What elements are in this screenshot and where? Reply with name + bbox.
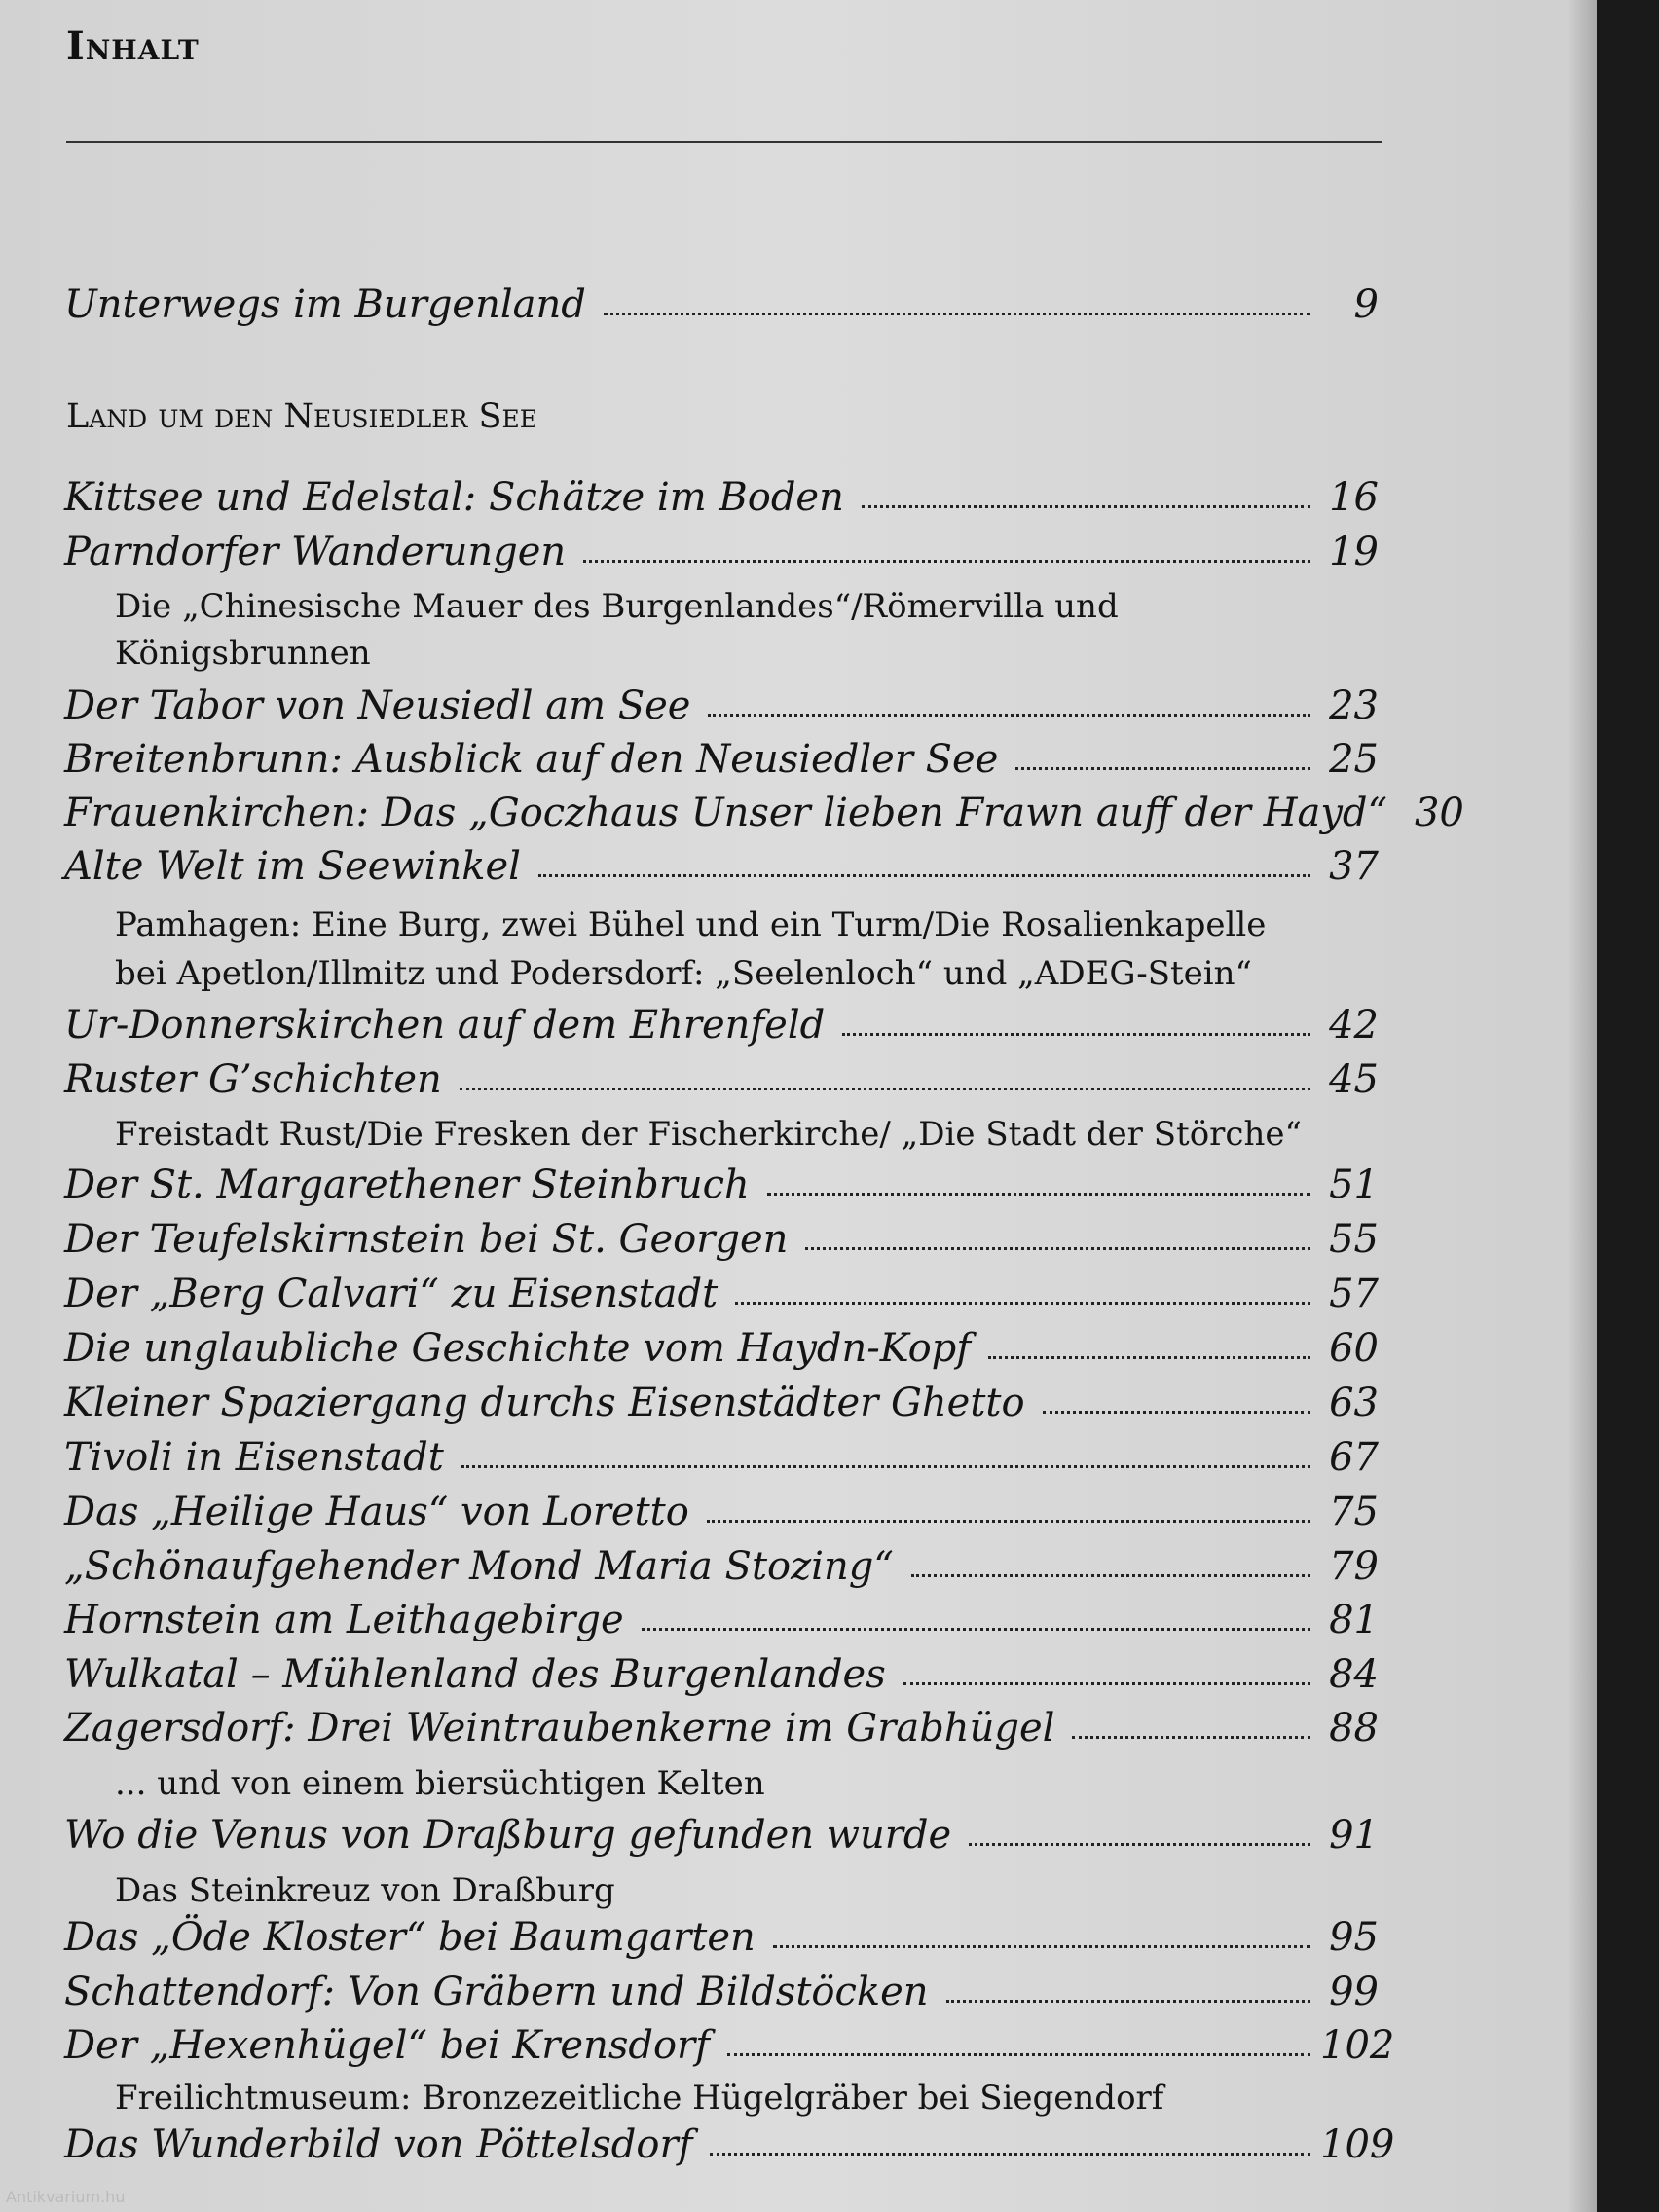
toc-page-number: 63 [1329,1381,1379,1425]
toc-entry-title: Der „Berg Calvari“ zu Eisenstadt [64,1272,719,1316]
toc-subentry: Freistadt Rust/Die Fresken der Fischerkirche/ „Die Stadt der Störche“ [115,1115,1302,1154]
toc-subentry: Die „Chinesische Mauer des Burgenlandes“/Römervilla und [115,587,1119,626]
toc-entry [64,1003,1379,1055]
toc-entry-title: Zagersdorf: Drei Weintraubenkerne im Grabhügel [64,1706,1055,1751]
toc-entry-title: Schattendorf: Von Gräbern und Bildstöcken [64,1970,929,2014]
page-spine-shadow [1567,0,1597,2212]
toc-leader-dots [642,1627,1310,1631]
toc-page-number: 57 [1329,1272,1379,1316]
toc-entry [64,1970,1379,2022]
toc-leader-dots [946,1999,1310,2003]
toc-page-number: 42 [1329,1003,1379,1048]
watermark: Antikvarium.hu [6,2188,126,2206]
toc-entry [64,1326,1379,1379]
toc-entry-title: Alte Welt im Seewinkel [64,844,521,889]
toc-entry-title: Das Wunderbild von Pöttelsdorf [64,2122,693,2167]
toc-entry-title: Der „Hexenhügel“ bei Krensdorf [64,2023,710,2068]
heading-rule [66,141,1382,143]
toc-leader-dots [461,1464,1310,1468]
toc-page-number: 37 [1329,844,1379,889]
toc-page-number: 23 [1329,683,1379,728]
toc-leader-dots [1072,1735,1310,1739]
toc-entry [64,1544,1379,1597]
toc-page-number: 91 [1329,1813,1379,1858]
toc-page-number: 25 [1329,737,1379,782]
toc-page-number: 9 [1353,282,1379,327]
toc-entry-title: Hornstein am Leithagebirge [64,1598,624,1642]
toc-entry [64,1381,1379,1433]
toc-entry-title: Der Tabor von Neusiedl am See [64,683,691,728]
toc-leader-dots [988,1355,1310,1359]
toc-entry-title: Der Teufelskirnstein bei St. Georgen [64,1217,789,1262]
toc-subentry: Königsbrunnen [115,634,371,673]
toc-page-number: 60 [1329,1326,1379,1371]
toc-leader-dots [710,2152,1310,2156]
toc-subentry: Das Steinkreuz von Draßburg [115,1871,615,1910]
toc-entry [64,1915,1379,1968]
toc-entry [64,530,1379,582]
toc-leader-dots [460,1087,1310,1090]
toc-page-number: 55 [1329,1217,1379,1262]
toc-leader-dots [805,1246,1310,1250]
toc-leader-dots [767,1192,1310,1196]
toc-entry [64,844,1379,897]
toc-page-number: 95 [1329,1915,1379,1960]
toc-entry-title: Das „Heilige Haus“ von Loretto [64,1490,689,1534]
toc-entry [64,2122,1395,2175]
toc-leader-dots [862,504,1310,508]
toc-page-number: 102 [1320,2023,1395,2068]
toc-page-number: 84 [1329,1652,1379,1697]
toc-entry [64,475,1379,528]
toc-entry [64,737,1379,790]
toc-page-number: 45 [1329,1057,1379,1102]
toc-page-number: 109 [1320,2122,1395,2167]
toc-page-number: 51 [1329,1162,1379,1207]
toc-leader-dots [903,1681,1310,1685]
toc-leader-dots [735,1301,1310,1305]
toc-leader-dots [604,312,1310,315]
toc-page-number: 81 [1329,1598,1379,1642]
toc-subentry: Freilichtmuseum: Bronzezeitliche Hügelgräber bei Siegendorf [115,2079,1164,2118]
toc-entry-title: Wo die Venus von Draßburg gefunden wurde [64,1813,952,1858]
toc-page-number: 16 [1329,475,1379,520]
toc-page-number: 19 [1329,530,1379,574]
toc-entry-title: Das „Öde Kloster“ bei Baumgarten [64,1915,756,1960]
toc-page-number: 99 [1329,1970,1379,2014]
section-heading: Land um den Neusiedler See [66,397,537,436]
toc-leader-dots [727,2052,1310,2056]
toc-entry-title: Ur-Donnerskirchen auf dem Ehrenfeld [64,1003,826,1048]
toc-leader-dots [911,1573,1310,1577]
toc-leader-dots [773,1944,1310,1948]
toc-entry-title: Tivoli in Eisenstadt [64,1435,444,1480]
toc-leader-dots [1015,766,1310,770]
toc-entry [64,1598,1379,1650]
toc-subentry: bei Apetlon/Illmitz und Podersdorf: „Seelenloch“ und „ADEG-Stein“ [115,954,1252,993]
toc-entry-title: Frauenkirchen: Das „Goczhaus Unser lieben Frawn auff der Hayd“ [64,791,1387,835]
toc-page-number: 88 [1329,1706,1379,1751]
toc-entry-title: Ruster G’schichten [64,1057,442,1102]
toc-entry-title: Breitenbrunn: Ausblick auf den Neusiedler See [64,737,999,782]
toc-leader-dots [538,873,1310,877]
toc-entry [64,1217,1379,1270]
toc-entry [64,1813,1379,1865]
toc-subentry: Pamhagen: Eine Burg, zwei Bühel und ein Turm/Die Rosalienkapelle [115,905,1267,944]
toc-entry [64,1652,1379,1705]
toc-entry [64,1706,1379,1758]
toc-entry-title: Unterwegs im Burgenland [64,282,586,327]
toc-leader-dots [969,1842,1310,1846]
toc-entry [64,1490,1379,1542]
toc-page-number: 75 [1329,1490,1379,1534]
toc-subentry: ... und von einem biersüchtigen Kelten [115,1764,765,1803]
toc-entry-title: „Schönaufgehender Mond Maria Stozing“ [64,1544,894,1589]
toc-entry-title: Parndorfer Wanderungen [64,530,567,574]
page-title: Inhalt [66,23,200,69]
toc-entry [64,2023,1395,2076]
toc-entry [64,1435,1379,1488]
toc-page-number: 67 [1329,1435,1379,1480]
toc-leader-dots [708,713,1310,717]
toc-entry-title: Der St. Margarethener Steinbruch [64,1162,750,1207]
toc-page-number: 79 [1329,1544,1379,1589]
toc-entry [64,791,1464,843]
toc-entry-title: Kleiner Spaziergang durchs Eisenstädter Ghetto [64,1381,1025,1425]
toc-entry-title: Kittsee und Edelstal: Schätze im Boden [64,475,844,520]
toc-entry [64,1162,1379,1215]
toc-entry [64,1272,1379,1324]
toc-entry-title: Wulkatal – Mühlenland des Burgenlandes [64,1652,886,1697]
toc-leader-dots [842,1032,1310,1036]
toc-leader-dots [1043,1410,1310,1414]
toc-leader-dots [583,559,1310,563]
toc-entry [64,1057,1379,1110]
toc-entry-intro [64,282,1379,335]
toc-page-number: 30 [1414,791,1464,835]
toc-entry [64,683,1379,736]
toc-leader-dots [707,1519,1310,1523]
toc-entry-title: Die unglaubliche Geschichte vom Haydn-Kopf [64,1326,972,1371]
